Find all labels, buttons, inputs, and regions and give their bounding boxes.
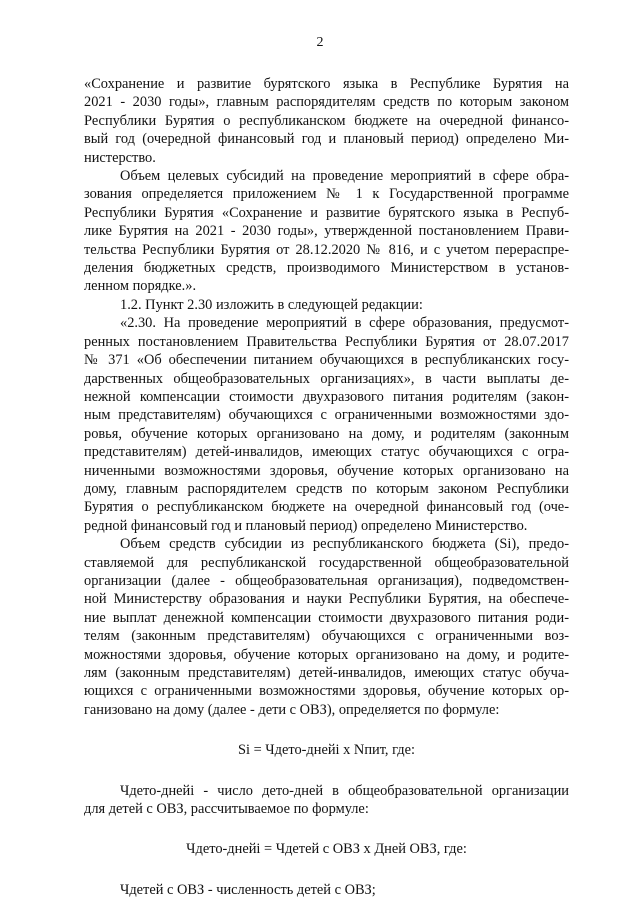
text-line: ставляемой для республиканской государственной общеобразовательной	[84, 554, 569, 571]
text-line: «Сохранение и развитие бурятского языка в Республике Бурятия на	[84, 76, 569, 92]
document-body	[84, 75, 569, 899]
text-line: можностями здоровья, обучение которых организовано на дому, и родите-	[84, 646, 569, 663]
text-line: вый год (очередной финансовый год и плановый период) определено Ми-	[84, 131, 569, 148]
paragraph	[84, 75, 569, 167]
text-line: ным представителям) обучающихся с ограниченными возможностями здо-	[84, 407, 569, 424]
paragraph	[84, 296, 569, 314]
text-line: Бурятия о республиканском бюджете на очередной финансовый год (оче-	[84, 499, 569, 516]
text-line: 1.2. Пункт 2.30 изложить в следующей редакции:	[120, 296, 423, 313]
text-line: дарственных общеобразовательных организациях», в части выплаты де-	[84, 370, 569, 387]
text-line: лям (законным представителям) детей-инвалидов, имеющих статус обуча-	[84, 665, 569, 681]
text-line: Республики Бурятия о республиканском бюджете на очередной финансо-	[84, 112, 569, 129]
text-line: «2.30. На проведение мероприятий в сфере образования, предусмот-	[120, 315, 569, 332]
text-line: Чдето-днейi - число дето-дней в общеобразовательной организации	[120, 782, 569, 799]
formula-dayschild: Чдето-днейi = Чдетей с ОВЗ x Дней ОВЗ, где:	[186, 841, 467, 858]
definition-dayschild	[84, 782, 569, 819]
text-line: тельства Республики Бурятия от 28.12.2020 № 816, и с учетом перераспре-	[84, 241, 569, 258]
text-line: № 371 «Об обеспечении питанием обучающихся в республиканских госу-	[84, 352, 569, 369]
text-line: ленном порядке.».	[84, 278, 197, 295]
text-line: ровья, обучение которых организовано на дому, и родителям (законным	[84, 425, 569, 442]
paragraphs-container	[84, 75, 569, 719]
text-line: организации (далее - общеобразовательная организация), подведомствен-	[84, 572, 569, 589]
text-line: деления бюджетных средств, производимого Министерством в установ-	[84, 260, 569, 277]
text-line: 2021 - 2030 годы», главным распорядителям средств по которым законом	[84, 94, 569, 111]
text-line: телям (законным представителям) обучающихся с ограниченными воз-	[84, 628, 569, 645]
paragraph	[84, 167, 569, 296]
text-line: редной финансовый год и плановый период) определено Министерство.	[84, 517, 528, 534]
text-line: дому, главным распорядителем средств по которым законом Республики	[84, 480, 569, 497]
text-line: нистерство.	[84, 149, 156, 166]
text-line: Республики Бурятия «Сохранение и развитие бурятского языка в Респуб-	[84, 204, 569, 221]
text-line: Чдетей с ОВЗ - численность детей с ОВЗ;	[120, 881, 376, 898]
page-number: 2	[316, 35, 324, 50]
text-line: ганизовано на дому (далее - дети с ОВЗ), определяется по формуле:	[84, 701, 500, 718]
text-line: нежной компенсации стоимости двухразового питания родителям (закон-	[84, 388, 569, 405]
text-line: лике Бурятия на 2021 - 2030 годы», утвержденной постановлением Прави-	[84, 223, 569, 240]
text-line: ниченными возможностями здоровья, обучение которых организовано на	[84, 462, 569, 479]
text-line: для детей с ОВЗ, рассчитываемое по формуле:	[84, 801, 369, 818]
text-line: Объем целевых субсидий на проведение мероприятий в сфере обра-	[120, 168, 569, 185]
text-line: ние выплат денежной компенсации стоимости двухразового питания роди-	[84, 609, 569, 626]
text-line: ной Министерству образования и науки Республики Бурятия, на обеспече-	[84, 591, 569, 608]
text-line: представителям) детей-инвалидов, имеющих статус обучающихся с огра-	[84, 444, 569, 461]
text-line: зования определяется приложением № 1 к Государственной программе	[84, 186, 569, 203]
text-line: ющихся с ограниченными возможностями здоровья, обучение которых ор-	[84, 683, 569, 700]
formula-si: Si = Чдето-днейi x Nпит, где:	[237, 742, 416, 759]
paragraph	[84, 314, 569, 535]
paragraph	[84, 535, 569, 719]
text-line: ренных постановлением Правительства Республики Бурятия от 28.07.2017	[84, 333, 569, 350]
text-line: Объем средств субсидии из республиканского бюджета (Si), предо-	[120, 536, 569, 553]
definition-children-ovz	[84, 881, 569, 899]
